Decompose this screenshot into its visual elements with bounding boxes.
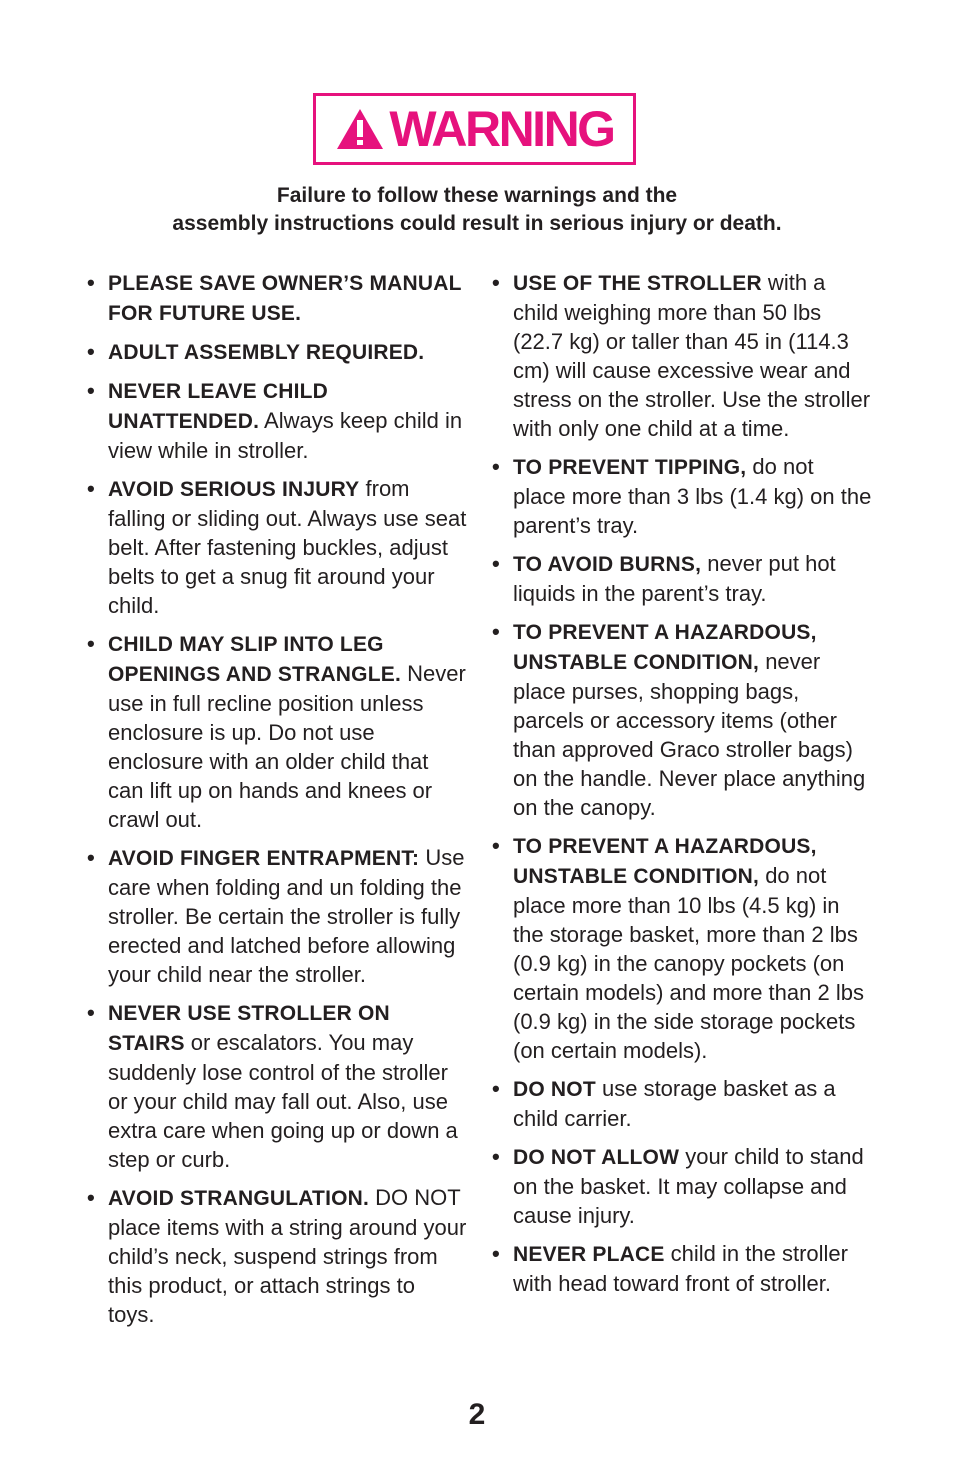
warning-item-text: Use care when folding and un folding the stroller. Be certain the stroller is fully erected and latched before allowing your child near the stroller. (108, 845, 465, 987)
bullet-icon: • (87, 270, 95, 295)
bullet-icon: • (87, 1000, 95, 1025)
warning-item-heading: USE OF THE STROLLER (513, 272, 762, 295)
warning-item-text: your child to stand on the basket. It may collapse and cause injury. (513, 1144, 864, 1228)
warning-item (87, 629, 467, 834)
bullet-icon: • (492, 1144, 500, 1169)
bullet-icon: • (87, 845, 95, 870)
bullet-icon: • (87, 378, 95, 403)
warning-item-heading: DO NOT (513, 1078, 596, 1101)
warning-item-text: do not place more than 3 lbs (1.4 kg) on the parent’s tray. (513, 454, 872, 538)
warning-item (492, 1074, 872, 1133)
bullet-icon: • (492, 551, 500, 576)
warning-item (492, 549, 872, 608)
warning-item-heading: TO PREVENT A HAZARDOUS, UNSTABLE CONDITION, (513, 621, 817, 674)
warning-item (87, 474, 467, 620)
intro-statement (60, 182, 894, 238)
warning-item (87, 376, 467, 465)
warning-item-text: DO NOT place items with a string around your child’s neck, suspend strings from this product, or attach strings to toys. (108, 1185, 467, 1327)
bullet-icon: • (492, 454, 500, 479)
warning-item-heading: TO AVOID BURNS, (513, 553, 702, 576)
warning-item (492, 268, 872, 443)
warning-item (87, 998, 467, 1174)
warning-item-text: never put hot liquids in the parent’s tray. (513, 551, 836, 606)
page-number: 2 (468, 1398, 486, 1431)
bullet-icon: • (492, 619, 500, 644)
warning-item-heading: NEVER PLACE (513, 1243, 665, 1266)
warning-item-text: Always keep child in view while in stroller. (108, 408, 463, 463)
warning-item (492, 1239, 872, 1298)
warning-item (87, 1183, 467, 1329)
warning-item-heading: PLEASE SAVE OWNER’S MANUAL FOR FUTURE USE. (108, 272, 462, 325)
warning-item-heading: DO NOT ALLOW (513, 1146, 680, 1169)
warning-item-text: use storage basket as a child carrier. (513, 1076, 836, 1131)
warning-triangle-icon (335, 107, 385, 151)
warning-item (492, 831, 872, 1065)
bullet-icon: • (87, 339, 95, 364)
warning-item-text: never place purses, shopping bags, parcels or accessory items (other than approved Graco stroller bags) on the handle. Never place anything on the canopy. (513, 649, 866, 820)
warning-item-heading: NEVER LEAVE CHILD UNATTENDED. (108, 380, 329, 433)
warning-item-text: Never use in full recline position unless enclosure is up. Do not use enclosure with an older child that can lift up on hands and knees or crawl out. (108, 661, 466, 832)
warning-item (492, 452, 872, 540)
bullet-icon: • (87, 631, 95, 656)
warning-item-heading: NEVER USE STROLLER ON STAIRS (108, 1002, 390, 1055)
warning-item-text: do not place more than 10 lbs (4.5 kg) in the storage basket, more than 2 lbs (0.9 kg) in the canopy pockets (on certain models) and more than 2 lbs (0.9 kg) in the side storage pockets (on certain models). (513, 863, 864, 1063)
bullet-icon: • (492, 270, 500, 295)
warning-item (87, 268, 467, 328)
warning-item-text: child in the stroller with head toward front of stroller. (513, 1241, 848, 1296)
left-column (87, 268, 467, 1338)
warning-item-text: or escalators. You may suddenly lose control of the stroller or your child may fall out. Also, use extra care when going up or down a step or curb. (108, 1030, 458, 1172)
warning-item (492, 617, 872, 822)
warning-item-heading: CHILD MAY SLIP INTO LEG OPENINGS AND STRANGLE. (108, 633, 401, 686)
bullet-icon: • (87, 1185, 95, 1210)
warning-item-heading: AVOID FINGER ENTRAPMENT: (108, 847, 420, 870)
intro-line-2: assembly instructions could result in serious injury or death. (172, 212, 782, 235)
bullet-icon: • (492, 1241, 500, 1266)
warning-item-heading: TO PREVENT A HAZARDOUS, UNSTABLE CONDITION, (513, 835, 817, 888)
warning-item-text: with a child weighing more than 50 lbs (22.7 kg) or taller than 45 in (114.3 cm) will cause excessive wear and stress on the stroller. Use the stroller with only one child at a time. (513, 270, 871, 441)
intro-line-1: Failure to follow these warnings and the (276, 184, 678, 207)
warning-item-heading: AVOID STRANGULATION. (108, 1187, 370, 1210)
warning-item-heading: ADULT ASSEMBLY REQUIRED. (108, 341, 425, 364)
warning-item-text: from falling or sliding out. Always use seat belt. After fastening buckles, adjust belts to get a snug fit around your child. (108, 476, 467, 618)
bullet-icon: • (492, 833, 500, 858)
warning-banner (313, 93, 636, 165)
warning-item (87, 843, 467, 989)
warning-item-heading: AVOID SERIOUS INJURY (108, 478, 360, 501)
bullet-icon: • (87, 476, 95, 501)
warning-item-heading: TO PREVENT TIPPING, (513, 456, 747, 479)
warning-item (87, 337, 467, 367)
warning-title: WARNING (389, 101, 614, 157)
right-column (492, 268, 872, 1307)
warning-item (492, 1142, 872, 1230)
bullet-icon: • (492, 1076, 500, 1101)
